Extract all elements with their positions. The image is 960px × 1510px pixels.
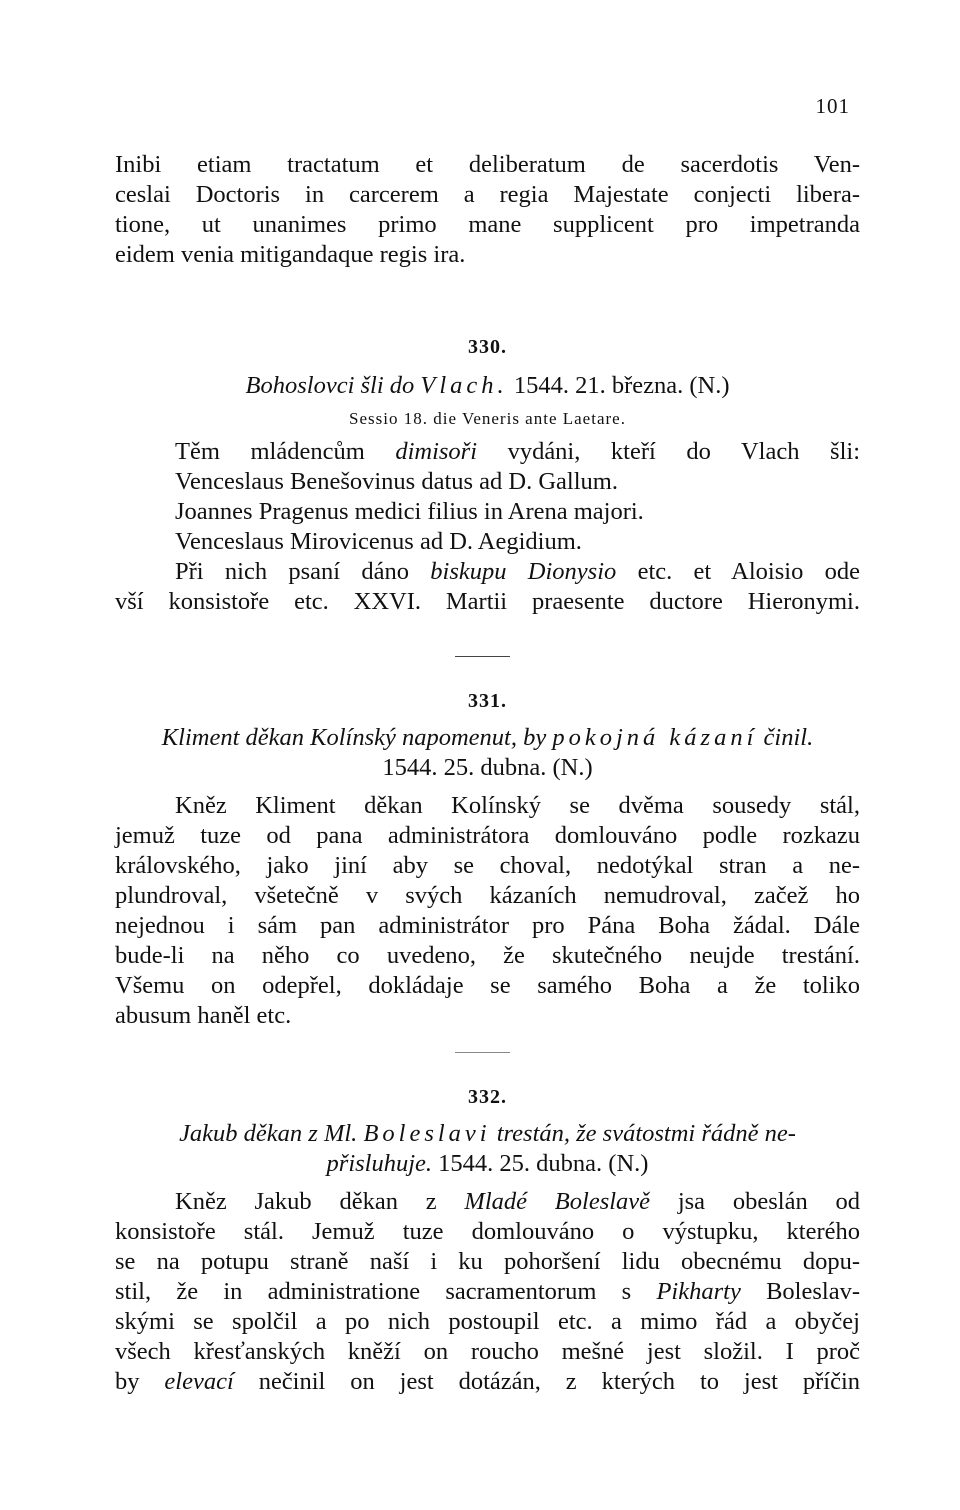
section-332 — [115, 1086, 860, 1397]
text-run: jsa obeslán od — [677, 1188, 860, 1215]
title-spaced: Boleslavi — [363, 1120, 491, 1147]
text-line — [115, 1187, 860, 1217]
text-italic: Mladé Boleslavě — [464, 1188, 651, 1215]
title-spaced: pokojná kázaní — [552, 724, 758, 751]
text-italic: biskupu Dionysio — [430, 558, 617, 585]
text-line: Venceslaus Benešovinus datus ad D. Gallum. — [175, 468, 618, 495]
text-line — [115, 1277, 860, 1307]
title-date: 1544. 25. dubna. (N.) — [438, 1150, 649, 1177]
text-line: všech křesťanských kněží on roucho mešné jest složil. I proč — [115, 1338, 860, 1365]
section-number: 331. — [468, 690, 507, 712]
title-italic: přisluhuje. — [326, 1150, 433, 1177]
title-italic: trestán, že svátostmi řádně ne- — [496, 1120, 796, 1147]
text-line: Kněz Kliment děkan Kolínský se dvěma sousedy stál, — [175, 792, 860, 819]
text-line — [115, 1367, 860, 1397]
title-italic: Bohoslovci šli do — [245, 372, 415, 399]
title-spaced: Vlach. — [420, 372, 508, 399]
section-divider — [455, 656, 510, 657]
text-run: nečinil on jest dotázán, z kterých to jest příčin — [258, 1368, 860, 1395]
text-run: Kněz Jakub děkan z — [175, 1188, 437, 1215]
text-line: ceslai Doctoris in carcerem a regia Majestate conjecti libera- — [115, 181, 860, 208]
text-run: stil, že in administratione sacramentorum s — [115, 1278, 632, 1305]
section-title — [115, 723, 860, 753]
text-line — [115, 437, 860, 467]
intro-paragraph — [115, 150, 860, 270]
text-line: plundroval, všetečně v svých kázaních nemudroval, začež ho — [115, 882, 860, 909]
text-line — [115, 557, 860, 587]
text-line: skými se spolčil a po nich postoupil etc. a mimo řád a obyčej — [115, 1308, 860, 1335]
section-divider — [455, 1052, 510, 1053]
text-line: tione, ut unanimes primo mane supplicent pro impetranda — [115, 211, 860, 238]
text-italic: elevací — [164, 1368, 234, 1395]
section-title — [115, 1119, 860, 1149]
section-title — [115, 371, 860, 401]
text-run: vydáni, kteří do Vlach šli: — [507, 438, 860, 465]
title-italic: činil. — [763, 724, 814, 751]
text-run: etc. et Aloisio ode — [637, 558, 860, 585]
section-331 — [115, 690, 860, 1031]
text-line: bude-li na něho co uvedeno, že skutečného neujde trestání. — [115, 942, 860, 969]
text-line: Inibi etiam tractatum et deliberatum de sacerdotis Ven- — [115, 151, 860, 178]
section-subtitle: Sessio 18. die Veneris ante Laetare. — [349, 409, 626, 428]
text-line: jemuž tuze od pana administrátora domlouváno podle rozkazu — [115, 822, 860, 849]
section-title-line2 — [115, 1149, 860, 1179]
text-italic: Pikharty — [656, 1278, 741, 1305]
title-italic: Kliment děkan Kolínský napomenut, by — [161, 724, 547, 751]
title-italic: Jakub děkan z Ml. — [179, 1120, 358, 1147]
text-run: by — [115, 1368, 140, 1395]
text-run: Boleslav- — [766, 1278, 860, 1305]
text-run: Při nich psaní dáno — [175, 558, 409, 585]
text-line: Venceslaus Mirovicenus ad D. Aegidium. — [175, 528, 582, 555]
section-number: 332. — [468, 1086, 507, 1108]
text-line: královského, jako jiní aby se choval, nedotýkal stran a ne- — [115, 852, 860, 879]
text-line: eidem venia mitigandaque regis ira. — [115, 241, 466, 268]
text-line: Joannes Pragenus medici filius in Arena majori. — [175, 498, 644, 525]
text-line: konsistoře stál. Jemuž tuze domlouváno o výstupku, kterého — [115, 1218, 860, 1245]
text-italic: dimisoři — [395, 438, 477, 465]
title-date: 1544. 21. března. (N.) — [513, 372, 730, 399]
text-line: nejednou i sám pan administrátor pro Pána Boha žádal. Dále — [115, 912, 860, 939]
text-line: abusum haněl etc. — [115, 1002, 292, 1029]
text-line: se na potupu straně naší i ku pohoršení lidu obecnému dopu- — [115, 1248, 860, 1275]
section-number: 330. — [468, 336, 507, 358]
text-run: Těm mládencům — [175, 438, 365, 465]
section-title-date: 1544. 25. dubna. (N.) — [382, 754, 593, 781]
section-330 — [115, 336, 860, 617]
text-line: Všemu on odepřel, dokládaje se samého Boha a že toliko — [115, 972, 860, 999]
text-line: vší konsistoře etc. XXVI. Martii praesente ductore Hieronymi. — [115, 588, 860, 615]
page-number: 101 — [815, 94, 850, 118]
